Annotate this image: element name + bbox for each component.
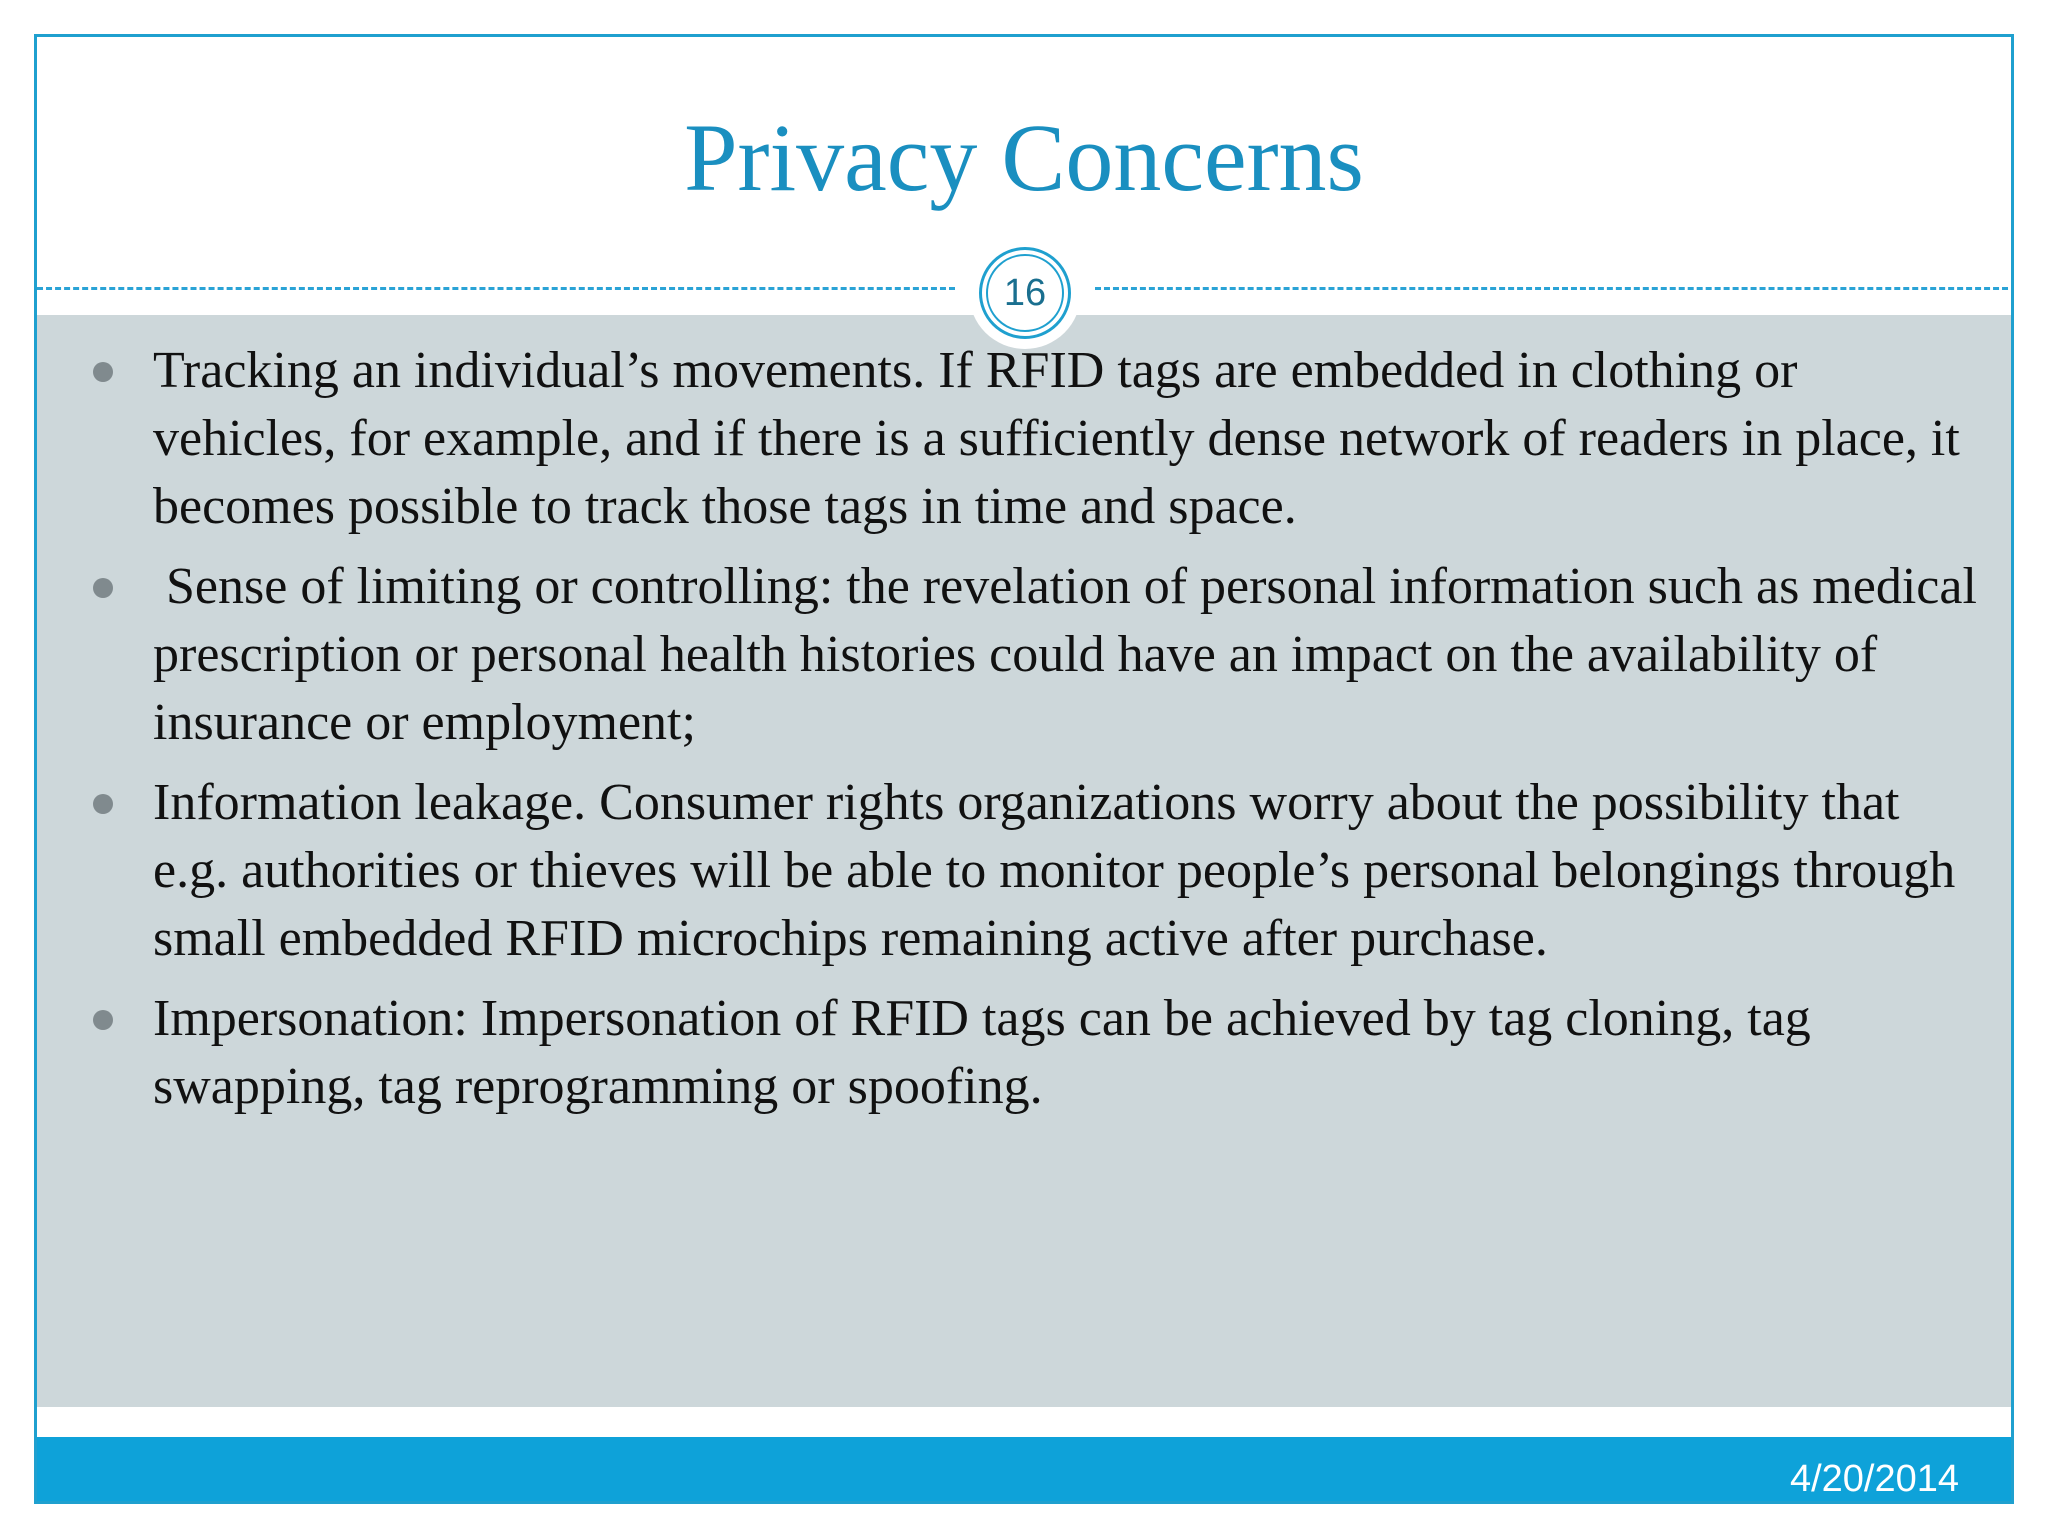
bullet-dot-icon [93,1010,113,1030]
page-number-badge [969,237,1081,349]
bullet-dot-icon [93,362,113,382]
footer-bar [37,1437,2011,1504]
page-number: 16 [986,254,1064,332]
bullet-item [37,985,2011,1121]
bullet-dot-icon [93,794,113,814]
bullet-list [37,337,2011,1133]
bullet-text: Sense of limiting or controlling: the revelation of personal information such as medical prescription or personal health histories could have an impact on the availability of insurance or employment; [153,558,1990,751]
divider-right [1095,287,2014,290]
bullet-item [37,553,2011,757]
footer-date: 4/20/2014 [1789,1458,1959,1500]
divider-left [37,287,955,290]
slide [34,34,2014,1504]
bullet-item [37,769,2011,973]
slide-title: Privacy Concerns [684,104,1364,211]
bullet-item [37,337,2011,541]
bullet-text: Tracking an individual’s movements. If RFID tags are embedded in clothing or vehicles, for example, and if there is a sufficiently dense network of readers in place, it becomes possible to track those tags in time and space. [153,342,1960,535]
bullet-text: Impersonation: Impersonation of RFID tags can be achieved by tag cloning, tag swapping, tag reprogramming or spoofing. [153,990,1811,1115]
bullet-text: Information leakage. Consumer rights organizations worry about the possibility that e.g. authorities or thieves will be able to monitor people’s personal belongings through small embedded RFID microchips remaining active after purchase. [153,774,1956,967]
bullet-dot-icon [93,578,113,598]
